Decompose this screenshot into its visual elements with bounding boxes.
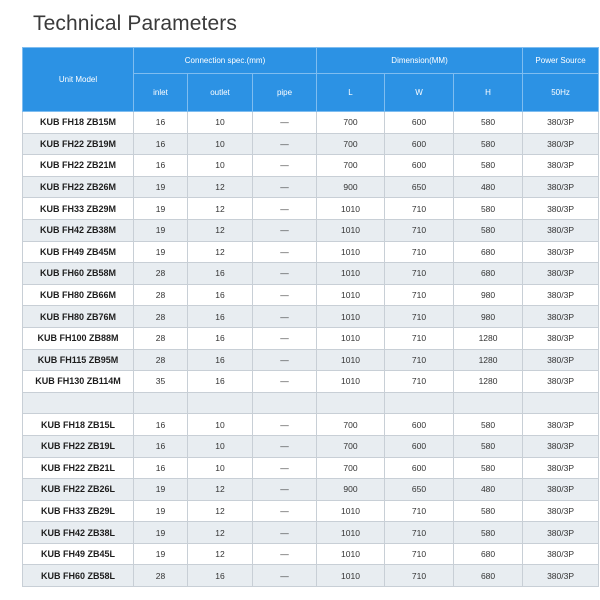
model-cell: KUB FH115 ZB95M: [23, 349, 134, 371]
model-cell: KUB FH22 ZB21L: [23, 457, 134, 479]
table-row: [23, 543, 599, 565]
length-cell: 1010: [317, 500, 385, 522]
width-cell: 710: [385, 349, 454, 371]
outlet-cell: 12: [188, 543, 253, 565]
unit-model-header: Unit Model: [23, 48, 134, 112]
length-cell: 700: [317, 435, 385, 457]
height-cell: 580: [454, 457, 523, 479]
width-cell: 710: [385, 500, 454, 522]
power-cell: 380/3P: [523, 155, 599, 177]
outlet-cell: 10: [188, 457, 253, 479]
inlet-cell: 28: [134, 284, 188, 306]
length-cell: [317, 392, 385, 414]
table-row: [23, 479, 599, 501]
table-row: [23, 284, 599, 306]
inlet-cell: 28: [134, 263, 188, 285]
model-cell: [23, 392, 134, 414]
length-header: L: [317, 74, 385, 112]
height-cell: 580: [454, 155, 523, 177]
pipe-cell: —: [253, 176, 317, 198]
height-cell: 580: [454, 414, 523, 436]
model-cell: KUB FH33 ZB29M: [23, 198, 134, 220]
table-row: [23, 306, 599, 328]
power-cell: 380/3P: [523, 457, 599, 479]
model-cell: KUB FH100 ZB88M: [23, 327, 134, 349]
width-cell: 650: [385, 479, 454, 501]
outlet-cell: 16: [188, 327, 253, 349]
pipe-header: pipe: [253, 74, 317, 112]
power-cell: 380/3P: [523, 263, 599, 285]
power-cell: 380/3P: [523, 133, 599, 155]
outlet-cell: 16: [188, 263, 253, 285]
table-row: [23, 327, 599, 349]
table-row: [23, 500, 599, 522]
model-cell: KUB FH22 ZB19M: [23, 133, 134, 155]
outlet-cell: 16: [188, 349, 253, 371]
power-cell: 380/3P: [523, 565, 599, 587]
power-cell: 380/3P: [523, 176, 599, 198]
pipe-cell: —: [253, 543, 317, 565]
width-cell: 710: [385, 306, 454, 328]
inlet-cell: 19: [134, 219, 188, 241]
outlet-cell: 10: [188, 414, 253, 436]
pipe-cell: —: [253, 522, 317, 544]
outlet-cell: 10: [188, 435, 253, 457]
width-cell: 710: [385, 522, 454, 544]
power-cell: 380/3P: [523, 414, 599, 436]
power-cell: 380/3P: [523, 219, 599, 241]
width-cell: 710: [385, 284, 454, 306]
width-cell: 710: [385, 543, 454, 565]
power-cell: 380/3P: [523, 500, 599, 522]
inlet-cell: 19: [134, 241, 188, 263]
width-cell: 600: [385, 435, 454, 457]
pipe-cell: —: [253, 371, 317, 393]
model-cell: KUB FH49 ZB45M: [23, 241, 134, 263]
power-cell: 380/3P: [523, 479, 599, 501]
power-cell: 380/3P: [523, 349, 599, 371]
pipe-cell: —: [253, 219, 317, 241]
power-cell: 380/3P: [523, 327, 599, 349]
width-cell: 710: [385, 219, 454, 241]
height-cell: 580: [454, 500, 523, 522]
table-row: [23, 371, 599, 393]
width-cell: 710: [385, 263, 454, 285]
outlet-cell: 12: [188, 176, 253, 198]
length-cell: 700: [317, 414, 385, 436]
inlet-cell: 28: [134, 349, 188, 371]
outlet-cell: 10: [188, 112, 253, 134]
model-cell: KUB FH18 ZB15M: [23, 112, 134, 134]
outlet-cell: 16: [188, 306, 253, 328]
height-cell: 580: [454, 133, 523, 155]
height-cell: 680: [454, 543, 523, 565]
power-cell: 380/3P: [523, 284, 599, 306]
width-cell: 710: [385, 371, 454, 393]
connection-spec-header: Connection spec.(mm): [134, 48, 317, 74]
model-cell: KUB FH80 ZB76M: [23, 306, 134, 328]
length-cell: 1010: [317, 371, 385, 393]
height-cell: [454, 392, 523, 414]
table-row: [23, 112, 599, 134]
height-cell: 680: [454, 565, 523, 587]
inlet-cell: 19: [134, 522, 188, 544]
width-cell: 710: [385, 198, 454, 220]
outlet-cell: [188, 392, 253, 414]
model-cell: KUB FH60 ZB58M: [23, 263, 134, 285]
parameters-table: [22, 47, 599, 587]
table-row: [23, 522, 599, 544]
length-cell: 900: [317, 479, 385, 501]
model-cell: KUB FH42 ZB38L: [23, 522, 134, 544]
power-cell: 380/3P: [523, 522, 599, 544]
height-cell: 1280: [454, 371, 523, 393]
inlet-cell: 35: [134, 371, 188, 393]
width-header: W: [385, 74, 454, 112]
height-cell: 580: [454, 219, 523, 241]
table-row: [23, 349, 599, 371]
length-cell: 1010: [317, 198, 385, 220]
pipe-cell: —: [253, 284, 317, 306]
length-cell: 700: [317, 457, 385, 479]
height-cell: 580: [454, 522, 523, 544]
inlet-cell: 16: [134, 155, 188, 177]
power-cell: 380/3P: [523, 435, 599, 457]
model-cell: KUB FH22 ZB19L: [23, 435, 134, 457]
table-row: [23, 241, 599, 263]
frequency-header: 50Hz: [523, 74, 599, 112]
table-body: [23, 112, 599, 587]
inlet-header: inlet: [134, 74, 188, 112]
width-cell: [385, 392, 454, 414]
inlet-cell: 16: [134, 414, 188, 436]
outlet-cell: 12: [188, 219, 253, 241]
table-header: [23, 48, 599, 112]
table-row: [23, 198, 599, 220]
pipe-cell: —: [253, 457, 317, 479]
width-cell: 650: [385, 176, 454, 198]
model-cell: KUB FH80 ZB66M: [23, 284, 134, 306]
height-cell: 680: [454, 263, 523, 285]
model-cell: KUB FH33 ZB29L: [23, 500, 134, 522]
model-cell: KUB FH130 ZB114M: [23, 371, 134, 393]
outlet-cell: 12: [188, 479, 253, 501]
length-cell: 700: [317, 112, 385, 134]
height-cell: 1280: [454, 327, 523, 349]
pipe-cell: —: [253, 241, 317, 263]
length-cell: 1010: [317, 263, 385, 285]
height-cell: 580: [454, 112, 523, 134]
model-cell: KUB FH49 ZB45L: [23, 543, 134, 565]
length-cell: 1010: [317, 284, 385, 306]
table-row: [23, 219, 599, 241]
height-cell: 680: [454, 241, 523, 263]
inlet-cell: 16: [134, 112, 188, 134]
width-cell: 710: [385, 241, 454, 263]
power-cell: 380/3P: [523, 371, 599, 393]
inlet-cell: 19: [134, 198, 188, 220]
pipe-cell: —: [253, 500, 317, 522]
length-cell: 1010: [317, 306, 385, 328]
outlet-cell: 10: [188, 133, 253, 155]
inlet-cell: 19: [134, 176, 188, 198]
length-cell: 1010: [317, 543, 385, 565]
length-cell: 1010: [317, 522, 385, 544]
power-cell: 380/3P: [523, 198, 599, 220]
table-row: [23, 263, 599, 285]
inlet-cell: 16: [134, 435, 188, 457]
height-cell: 480: [454, 479, 523, 501]
power-cell: 380/3P: [523, 241, 599, 263]
table-row: [23, 414, 599, 436]
outlet-cell: 10: [188, 155, 253, 177]
inlet-cell: 19: [134, 500, 188, 522]
length-cell: 1010: [317, 349, 385, 371]
inlet-cell: [134, 392, 188, 414]
width-cell: 600: [385, 133, 454, 155]
pipe-cell: —: [253, 349, 317, 371]
table-row: [23, 435, 599, 457]
pipe-cell: [253, 392, 317, 414]
inlet-cell: 16: [134, 133, 188, 155]
inlet-cell: 19: [134, 479, 188, 501]
outlet-cell: 12: [188, 500, 253, 522]
pipe-cell: —: [253, 155, 317, 177]
length-cell: 1010: [317, 219, 385, 241]
height-cell: 1280: [454, 349, 523, 371]
length-cell: 1010: [317, 565, 385, 587]
inlet-cell: 28: [134, 565, 188, 587]
width-cell: 600: [385, 457, 454, 479]
height-cell: 480: [454, 176, 523, 198]
pipe-cell: —: [253, 263, 317, 285]
table-row: [23, 155, 599, 177]
model-cell: KUB FH22 ZB21M: [23, 155, 134, 177]
page-title: Technical Parameters: [33, 12, 237, 35]
inlet-cell: 16: [134, 457, 188, 479]
dimension-header: Dimension(MM): [317, 48, 523, 74]
width-cell: 710: [385, 327, 454, 349]
length-cell: 700: [317, 133, 385, 155]
power-cell: 380/3P: [523, 112, 599, 134]
table-row: [23, 457, 599, 479]
outlet-header: outlet: [188, 74, 253, 112]
pipe-cell: —: [253, 112, 317, 134]
table-row: [23, 176, 599, 198]
table-row: [23, 133, 599, 155]
pipe-cell: —: [253, 565, 317, 587]
width-cell: 600: [385, 112, 454, 134]
model-cell: KUB FH60 ZB58L: [23, 565, 134, 587]
power-cell: 380/3P: [523, 306, 599, 328]
table-row: [23, 565, 599, 587]
pipe-cell: —: [253, 435, 317, 457]
pipe-cell: —: [253, 479, 317, 501]
outlet-cell: 12: [188, 522, 253, 544]
length-cell: 1010: [317, 327, 385, 349]
outlet-cell: 16: [188, 565, 253, 587]
outlet-cell: 12: [188, 241, 253, 263]
length-cell: 700: [317, 155, 385, 177]
height-cell: 980: [454, 306, 523, 328]
outlet-cell: 12: [188, 198, 253, 220]
height-cell: 580: [454, 435, 523, 457]
power-source-header: Power Source: [523, 48, 599, 74]
table-row: [23, 392, 599, 414]
height-header: H: [454, 74, 523, 112]
height-cell: 980: [454, 284, 523, 306]
width-cell: 600: [385, 155, 454, 177]
width-cell: 600: [385, 414, 454, 436]
pipe-cell: —: [253, 198, 317, 220]
length-cell: 900: [317, 176, 385, 198]
outlet-cell: 16: [188, 284, 253, 306]
inlet-cell: 28: [134, 327, 188, 349]
inlet-cell: 19: [134, 543, 188, 565]
pipe-cell: —: [253, 414, 317, 436]
model-cell: KUB FH22 ZB26M: [23, 176, 134, 198]
pipe-cell: —: [253, 133, 317, 155]
model-cell: KUB FH22 ZB26L: [23, 479, 134, 501]
model-cell: KUB FH18 ZB15L: [23, 414, 134, 436]
model-cell: KUB FH42 ZB38M: [23, 219, 134, 241]
outlet-cell: 16: [188, 371, 253, 393]
height-cell: 580: [454, 198, 523, 220]
length-cell: 1010: [317, 241, 385, 263]
width-cell: 710: [385, 565, 454, 587]
power-cell: [523, 392, 599, 414]
power-cell: 380/3P: [523, 543, 599, 565]
pipe-cell: —: [253, 306, 317, 328]
pipe-cell: —: [253, 327, 317, 349]
inlet-cell: 28: [134, 306, 188, 328]
